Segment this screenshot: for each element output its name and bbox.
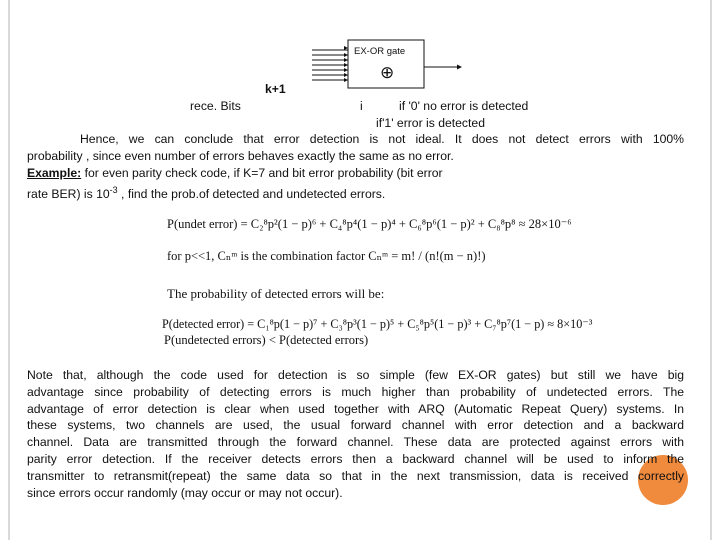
note-line: advantage of error detection is clear when used together with ARQ (Automatic Repeat Query) systems. In	[27, 401, 684, 416]
exponent: -3	[109, 185, 118, 195]
exor-symbol-icon: ⊕	[380, 63, 395, 83]
note-line: channel. Data are transmitted through the forward channel. These data are protected against errors with	[27, 435, 684, 450]
note-paragraph	[27, 367, 684, 501]
note-line: these systems, two channels are used, the usual forward channel with error detection and a backward	[27, 418, 684, 433]
error-condition: if'1' error is detected	[376, 116, 485, 130]
note-line: Note that, although the code used for detection is so simple (few EX-OR gates) but still we have big	[27, 368, 684, 382]
exor-gate-label: EX-OR gate	[354, 46, 406, 57]
note-line: transmitter to retransmit(repeat) the same data so that in the next transmission, data is received correctly	[27, 468, 684, 483]
no-error-condition: if '0' no error is detected	[399, 99, 529, 113]
conclusion-line-2: probability , since even number of errors behaves exactly the same as no error.	[27, 149, 454, 163]
example-line-2-suffix: , find the prob.of detected and undetected errors.	[117, 187, 386, 202]
example-text: for even parity check code, if K=7 and bit error probability (bit error	[81, 166, 443, 180]
detected-probability-heading: The probability of detected errors will be:	[167, 286, 385, 301]
frame-left-rule	[8, 0, 10, 540]
example-line-2-prefix: rate BER) is 10	[27, 187, 110, 202]
detected-error-equation: P(detected error) = C₁⁸p(1 − p)⁷ + C₃⁸p³(1 − p)⁵ + C₅⁸p⁵(1 − p)³ + C₇⁸p⁷(1 − p) ≈ 8×10⁻³	[162, 317, 593, 331]
comparison-equation: P(undetected errors) < P(detected errors)	[164, 333, 369, 347]
i-label: i	[360, 99, 363, 113]
example-label: Example:	[27, 166, 82, 180]
example-line-2	[27, 182, 385, 202]
note-line: parity error detection. If the receiver detects errors then a backward channel will be used to inform the	[27, 451, 684, 466]
combination-factor-equation: for p<<1, Cₙᵐ is the combination factor Cₙᵐ = m! / (n!(m − n)!)	[167, 249, 486, 263]
frame-right-rule	[710, 0, 712, 540]
example-line-1	[27, 165, 443, 181]
note-line: advantage since probability of detecting errors is much higher than probability of undetected errors. The	[27, 384, 684, 399]
note-line: since errors occur randomly (may occur or may not occur).	[27, 485, 343, 500]
output-arrow-icon	[457, 65, 462, 70]
k-plus-one-label: k+1	[265, 82, 286, 96]
conclusion-line-1: Hence, we can conclude that error detection is not ideal. It does not detect errors with 100%	[80, 132, 684, 146]
exor-gate-diagram	[300, 38, 470, 90]
input-lines	[312, 50, 348, 80]
undetected-error-equation: P(undet error) = C₂⁸p²(1 − p)⁶ + C₄⁸p⁴(1 − p)⁴ + C₆⁸p⁶(1 − p)² + C₈⁸p⁸ ≈ 28×10⁻⁶	[167, 217, 572, 231]
received-bits-label: rece. Bits	[190, 99, 241, 113]
